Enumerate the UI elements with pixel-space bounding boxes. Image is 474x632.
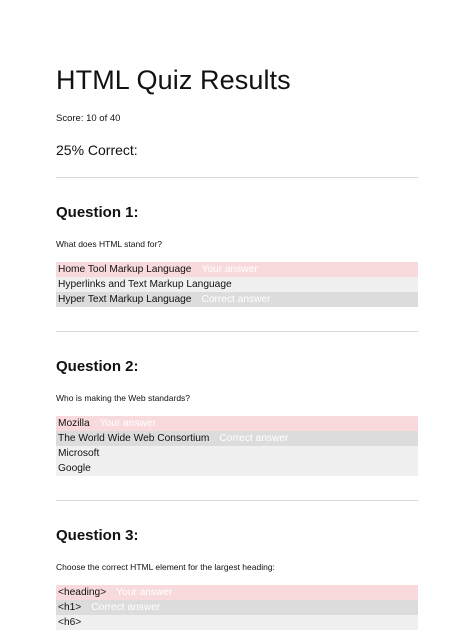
answer-row <box>56 600 418 615</box>
answer-row <box>56 292 418 307</box>
correct-answer-tag: Correct answer <box>91 602 161 613</box>
page-title: HTML Quiz Results <box>56 65 291 95</box>
question-3 <box>56 525 418 630</box>
quiz-results-page <box>56 60 418 630</box>
question-text: What does HTML stand for? <box>56 239 162 249</box>
answer-list <box>56 262 418 307</box>
question-2 <box>56 356 418 476</box>
answer-row <box>56 262 418 277</box>
answer-label: Google <box>58 463 91 474</box>
question-title: Question 1: <box>56 204 139 221</box>
answer-label: Microsoft <box>58 448 100 459</box>
score-text: Score: 10 of 40 <box>56 113 121 124</box>
answer-list <box>56 585 418 630</box>
answer-label: <heading> <box>58 587 107 598</box>
answer-label: The World Wide Web Consortium <box>58 433 210 444</box>
answer-row <box>56 416 418 431</box>
answer-label: <h1> <box>58 602 82 613</box>
answer-label: Home Tool Markup Language <box>58 264 192 275</box>
percent-correct: 25% Correct: <box>56 142 138 158</box>
answer-row <box>56 446 418 461</box>
answer-row <box>56 431 418 446</box>
question-text: Who is making the Web standards? <box>56 393 191 403</box>
question-title: Question 3: <box>56 527 139 544</box>
question-1 <box>56 202 418 307</box>
answer-label: Hyper Text Markup Language <box>58 294 192 305</box>
your-answer-tag: Your answer <box>99 418 156 429</box>
divider <box>56 331 418 332</box>
question-title: Question 2: <box>56 358 139 375</box>
answer-label: Hyperlinks and Text Markup Language <box>58 279 232 290</box>
question-text: Choose the correct HTML element for the largest heading: <box>56 562 275 572</box>
answer-label: <h6> <box>58 617 82 628</box>
answer-row <box>56 585 418 600</box>
correct-answer-tag: Correct answer <box>219 433 289 444</box>
answer-list <box>56 416 418 476</box>
answer-label: Mozilla <box>58 418 90 429</box>
your-answer-tag: Your answer <box>116 587 173 598</box>
answer-row <box>56 277 418 292</box>
your-answer-tag: Your answer <box>201 264 258 275</box>
divider <box>56 177 418 178</box>
correct-answer-tag: Correct answer <box>201 294 271 305</box>
divider <box>56 500 418 501</box>
answer-row <box>56 615 418 630</box>
answer-row <box>56 461 418 476</box>
